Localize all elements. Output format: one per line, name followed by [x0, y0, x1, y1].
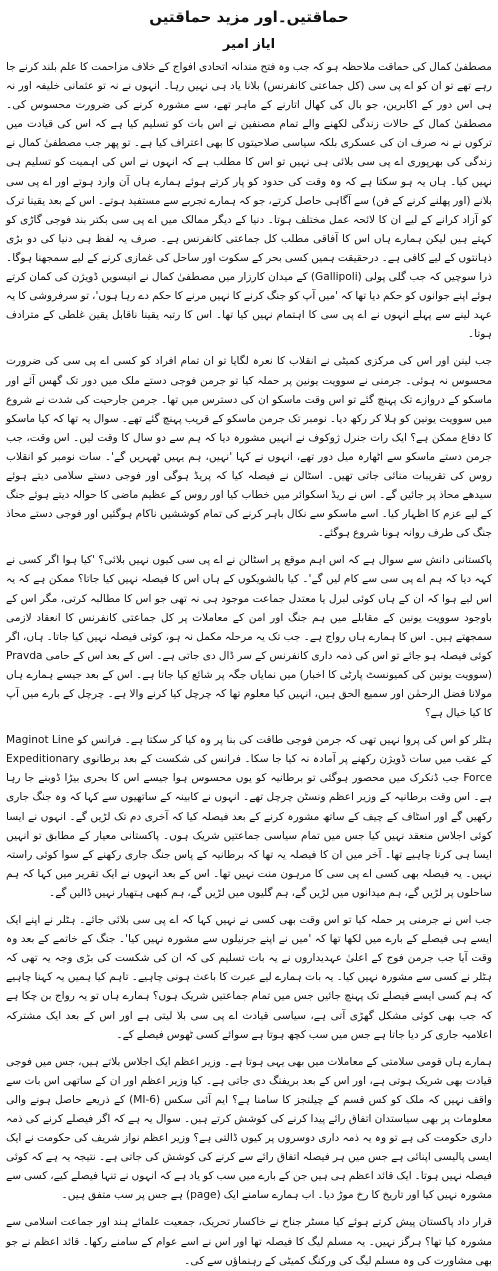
article-paragraph: قرار داد پاکستان پیش کرتے ہوئے کیا مسٹر جناح نے خاکسار تحریک، جمعیت علمائے ہند اور جماعت اسلامی سے مشورہ کیا تھا؟ ہرگز نہیں۔ یہ مسلم لیگ کا فیصلہ تھا اور اس نے اسے عوام کے سامنے رکھا۔ قائد اعظم نے جو بھی مشاورت کی وہ مسلم لیگ کی ورکنگ کمیٹی کے رہنماؤں سے کی۔	[6, 1216, 492, 1267]
article-paragraph: مصطفیٰ کمال کی حماقت ملاحظہ ہو کہ جب وہ فتح مندانہ اتحادی افواج کے خلاف مزاحمت کا علم بلند کرنے جا رہے تھے تو ان کو اے پی سی (کل جماعتی کانفرنس) بلانا یاد ہی نہیں رہا۔ انہوں نے نہ تو عثمانی خلیفہ اور نہ ہی اس دور کے اکابرین، جو بال کی کھال اتارنے کے ماہر تھے، سے مشورہ کرنے کی ضرورت محسوس کی۔ مصطفیٰ کمال کے حالات زندگی لکھنے والے تمام مصنفین نے اس بات کو تسلیم کیا ہے کہ اس کی قیادت میں ترکوں نے نہ صرف ان کی عسکری بلکہ سیاسی صلاحیتوں کا بھی اعتراف کیا ہے۔ تو پھر جب مصطفیٰ کمال نے زندگی کی بھرپوری اے پی سی بلائی ہی نہیں تو اس کا مطلب ہے کہ انہوں نے اس کی اہمیت کو تسلیم ہی نہیں کیا۔ ہاں یہ ہو سکتا ہے کہ وہ وقت کی حدود کو پار کرتے ہوئے ہمارے ہاں آن وارد ہوتے اور اے پی سی بلانے (اور پھلنے کرنے کے فن) سے آگاہی حاصل کرتے، جو کہ ہمارے تجربے سے مستفید ہوتے۔ اس کے بعد یقینا ترک کو آزاد کرانے کے لیے ان کا لائحہ عمل مختلف ہوتا۔ دنیا کے دیگر ممالک میں اے پی سی بکتر بند فوجی گاڑی کو کہتے ہیں لیکن ہمارے ہاں اس کا آفاقی مطلب کل جماعتی کانفرنس ہے۔ صرف یہ لفظ ہی دنیا کی دو بڑی ذہانتوں کے لیے کافی ہے۔ درحقیقت ہمیں کسی بحر کے سکوت اور ساحل کی غمازی کرنے کے لیے سمجھنا ہوگا۔ ذرا سوچیں کہ جب گلی پولی (Gallipoli) کے میدان کارزار میں مصطفیٰ کمال نے انیسویں ڈویژن کی کمان کرتے ہوئے اپنے جوانوں کو حکم دیا تھا کہ 'میں آپ کو جنگ کرنے کا نہیں مرنے کا حکم دے رہا ہوں'، تو سرفروشی کا یہ عہد لینے سے پہلے انہوں نے اے پی سی کا اہتمام نہیں کیا تھا۔ اس کا رتبہ یقینا ناقابل یقین غلطی کے مترادف ہوتا۔	[6, 61, 492, 341]
article-paragraph: پاکستانی دانش سے سوال ہے کہ اس اہم موقع پر اسٹالن نے اے پی سی کیوں نہیں بلائی؟ 'کیا ہوا اگر کسی نے کہہ دیا کہ ہم اے پی سی سے کام لیں گے'۔ کیا بالشویکوں کے ہاں اس کا فیصلہ نہیں کیا جاتا؟ ممکن ہے کہ یہ اس لیے ہوا کہ ان کے ہاں کوئی لبرل یا معتدل جماعت موجود ہی نہ تھی جو اس کا مطالبہ کرتی، مگر اس کے باوجود سوویت یونین کے مقابلے میں ہم جنگ اور امن کے معاملات پر کل جماعتی کانفرنس کا انعقاد لازمی سمجھتے ہیں۔ اس کا ہمارے ہاں رواج ہے۔ جب تک یہ مرحلہ مکمل نہ ہو، کوئی فیصلہ نہیں کیا جاتا۔ ہاں، اگر کوئی فیصلہ ہو جائے تو اس کی ذمہ داری کانفرنس کے سر ڈال دی جاتی ہے۔ اس کے بعد اس کے حامی Pravda (سوویت یونین کی کمیونسٹ پارٹی کا اخبار) میں نمایاں جگہ پر شائع کیا جاتا ہے۔ اس کے بعد جیسے ہمارے ہاں مولانا فضل الرحمٰن اور سمیع الحق ہیں، انہیں کیا معلوم تھا کہ چرچل کیا کرنے والا ہے۔ چرچل کے بارے میں آپ کا کیا خیال ہے؟	[6, 554, 492, 720]
article-title: حماقتیں۔اور مزید حماقتیں	[149, 8, 349, 26]
article-paragraph: جب اس نے جرمنی پر حملہ کیا تو اس وقت بھی کسی نے نہیں کہا کہ اے پی سی بلائی جائے۔ ہٹلر نے اپنے ایک ایسے ہی فیصلے کے بارے میں لکھا تھا کہ 'میں نے اپنے جرنیلوں سے مشورہ نہیں کیا'۔ جنگ کے خاتمے کے بعد وہ وقت آیا جب جرمن فوج کے اعلیٰ عہدیداروں نے یہ بات تسلیم کی کہ ان کی شکست کی بڑی وجہ یہ تھی کہ ہٹلر نے کسی سے مشورہ نہیں کیا۔ یہ بات ہمارے لیے عبرت کا باعث ہونی چاہیے۔ تاہم کیا ہمیں یہ کہنا چاہیے کہ ہم کسی ایسے فیصلے تک پہنچ جائیں جس میں تمام جماعتیں شریک ہوں؟ ہمارے ہاں تو یہ رواج بن چکا ہے کہ جب بھی کوئی مشکل گھڑی آتی ہے، سیاسی قیادت اے پی سی بلا لیتی ہے اور اس کے بعد ایک مشترکہ اعلامیہ جاری کر دیا جاتا ہے جس میں سب کچھ ہوتا ہے سوائے کسی ٹھوس فیصلے کے۔	[6, 914, 492, 1041]
article-paragraph: ہٹلر کو اس کی پروا نہیں تھی کہ جرمن فوجی طاقت کی بنا پر وہ کیا کر سکتا ہے۔ فرانس کو Maginot Line کے عقب میں سات ڈویژن رکھنے پر آمادہ نہ کیا جا سکا۔ فرانس کی شکست کے بعد برطانوی Expeditionary Force جب ڈنکرک میں محصور ہوگئی تو برطانیہ کو یوں محسوس ہوا جیسے اس کا بحری بیڑا ڈوبنے جا رہا ہے۔ اس وقت برطانیہ کے وزیر اعظم ونسٹن چرچل تھے۔ انہوں نے کابینہ کے ساتھیوں سے کہا کہ وہ جنگ جاری رکھیں گے اور اسٹاف کے چیف کے ساتھ مشورہ کرنے کے بعد فیصلہ کیا کہ آخری دم تک لڑیں گے۔ انہوں نے ایسا کوئی اجلاس منعقد نہیں کیا جس میں تمام سیاسی جماعتیں شریک ہوں۔ پاکستانی معیار کے مطابق تو انہیں ایسا ہی کرنا چاہیے تھا۔ آخر میں ان کا فیصلہ یہ تھا کہ برطانیہ کے پاس جنگ جاری رکھنے کے سوا کوئی راستہ نہیں۔ یہ فیصلہ بھی کسی اے پی سی کا مرہون منت نہیں تھا۔ اس کے بعد انہوں نے ایک تقریر میں کہا کہ ہم ساحلوں پر لڑیں گے، ہم میدانوں میں لڑیں گے، ہم گلیوں میں لڑیں گے، ہم کبھی ہتھیار نہیں ڈالیں گے۔	[6, 734, 492, 899]
article-paragraph: جب لینن اور اس کی مرکزی کمیٹی نے انقلاب کا نعرہ لگایا تو ان تمام افراد کو کسی اے پی سی کی ضرورت محسوس نہ ہوئی۔ جرمنی نے سوویت یونین پر حملہ کیا تو جرمن فوجی دستے ملک میں دور تک گھس آئے اور ماسکو کے دروازے تک پہنچ گئے تو اس وقت ماسکو ان کی دسترس میں تھا۔ جرمن جارحیت کی شدت نے شروع میں سوویت یونین کو ہلا کر رکھ دیا۔ نومبر تک جرمن ماسکو کے قریب پہنچ گئے تھے۔ سوال یہ تھا کہ کیا ماسکو کا دفاع ممکن ہے؟ ایک رات جنرل ژوکوف نے انہیں مشورہ دیا کہ ہم سے دو سال کا وقت لیں۔ اس وقت، جب جرمن دستے ماسکو سے اٹھارہ میل دور تھے، انہوں نے کہا 'نہیں، ہم یہیں ٹھہریں گے'۔ سات نومبر کو انقلاب روس کی تقریبات منائی جاتی تھیں۔ اسٹالن نے فیصلہ کیا کہ پریڈ ہوگی اور فوجی دستے سلامی دیتے ہوئے سیدھے محاذ پر جائیں گے۔ اس نے ریڈ اسکوائر میں خطاب کیا اور روس کے عظیم ماضی کا حوالہ دیتے ہوئے جنگ کے لیے عزم کا اظہار کیا۔ اسے ماسکو سے نکال باہر کرنے کی تمام کوششیں ناکام ہوگئیں اور فوجی دستے محاذ جنگ کی طرف روانہ ہونا شروع ہوگئے۔	[6, 355, 492, 540]
article-author: ایاز امیر	[222, 37, 276, 52]
article-paragraph: ہمارے ہاں قومی سلامتی کے معاملات میں بھی یہی ہوتا ہے۔ وزیر اعظم ایک اجلاس بلاتے ہیں، جس میں فوجی قیادت بھی شریک ہوتی ہے، اور اس کے بعد بریفنگ دی جاتی ہے۔ کیا وزیر اعظم اور ان کے ساتھی اس بات سے واقف نہیں کہ ملک کو کس قسم کے چیلنجز کا سامنا ہے؟ ایم آئی سکس (MI-6) کے ذریعے حاصل ہونے والی معلومات پر بھی سیاستدان اتفاق رائے پیدا کرنے کی کوشش کرتے ہیں۔ سوال یہ ہے کہ اگر فیصلے کرنے کی ذمہ داری حکومت کی ہے تو وہ یہ ذمہ داری دوسروں پر کیوں ڈالتی ہے؟ وزیر اعظم نواز شریف کی حکومت نے ایک ایسی پالیسی اپنائی ہے جس میں ہر فیصلہ اتفاق رائے سے کرنے کی کوشش کی جاتی ہے۔ نتیجہ یہ ہے کہ کوئی فیصلہ نہیں ہوتا۔ ایک قائد اعظم ہی ہیں جن کے بارے میں سب کو یاد ہے کہ انہوں نے تنہا فیصلے کیے، کسی سے مشورہ نہیں کیا اور تاریخ کا رخ موڑ دیا۔ اب ہمارے سامنے ایک (page) ہے جس پر سب متفق ہیں۔	[6, 1055, 492, 1202]
